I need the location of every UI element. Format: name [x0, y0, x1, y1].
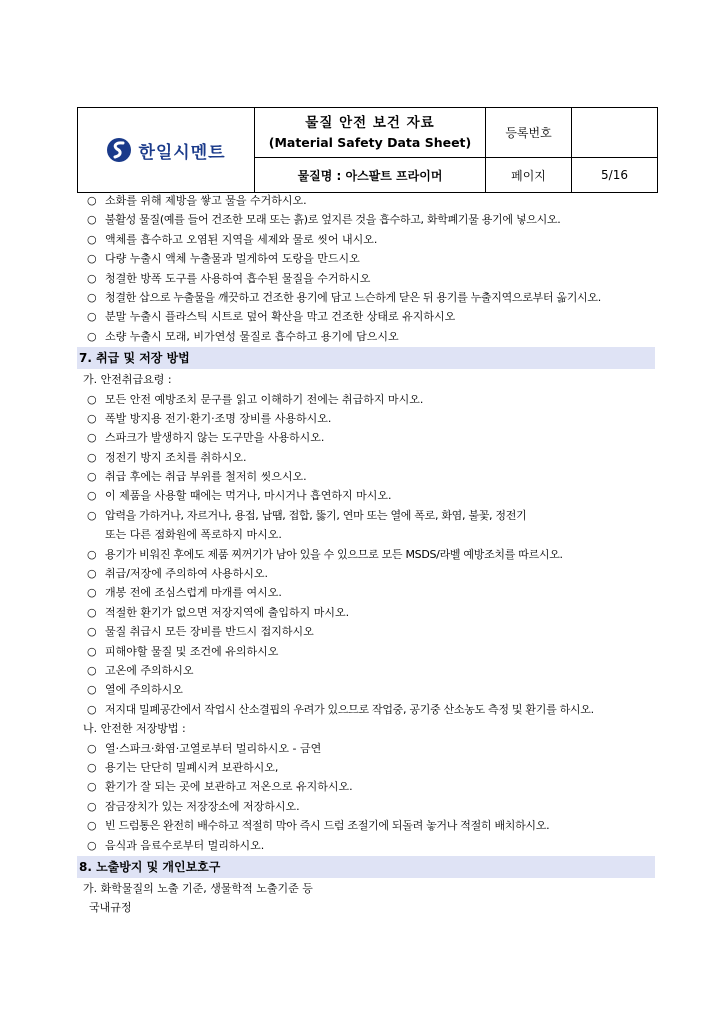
storage-label: 나. 안전한 저장방법 : [83, 722, 186, 736]
company-logo-cell [78, 108, 255, 193]
list-item [77, 307, 655, 326]
list-item-text: 다량 누출시 액체 누출물과 멀게하여 도랑을 만드시오 [105, 252, 360, 266]
list-item-text: 폭발 방지용 전기·환기·조명 장비를 사용하시오. [105, 411, 332, 425]
company-logo [78, 137, 254, 163]
list-item-text: 이 제품을 사용할 때에는 먹거나, 마시거나 흡연하지 마시오. [105, 489, 392, 503]
bullet-circle-icon: ○ [87, 489, 97, 503]
list-item-text: 압력을 가하거나, 자르거나, 용접, 납땜, 접합, 뚫기, 연마 또는 열에 폭로, 화염, 불꽃, 정전기 [105, 508, 527, 522]
bullet-circle-icon: ○ [87, 450, 97, 464]
reg-no-value [572, 108, 658, 158]
storage-list [77, 739, 655, 855]
list-item [77, 210, 655, 229]
list-item-text: 열·스파크·화염·고열로부터 멀리하시오 - 금연 [105, 741, 322, 755]
section-7-heading: 7. 취급 및 저장 방법 [77, 347, 655, 369]
list-item [77, 603, 655, 622]
bullet-circle-icon: ○ [87, 329, 97, 343]
list-item [77, 390, 655, 409]
section-8-heading: 8. 노출방지 및 개인보호구 [77, 856, 655, 878]
bullet-circle-icon: ○ [87, 605, 97, 619]
list-item [77, 797, 655, 816]
bullet-circle-icon: ○ [87, 194, 97, 207]
list-item [77, 288, 655, 307]
list-item-text: 잠금장치가 있는 저장장소에 저장하시오. [105, 799, 300, 813]
bullet-circle-icon: ○ [87, 702, 97, 716]
bullet-circle-icon: ○ [87, 683, 97, 697]
bullet-circle-icon: ○ [87, 586, 97, 600]
list-item-text: 소화를 위해 제방을 쌓고 물을 수거하시오. [105, 194, 307, 207]
bullet-circle-icon: ○ [87, 310, 97, 324]
list-item-text: 용기가 비워진 후에도 제품 찌꺼기가 남아 있을 수 있으므로 모든 MSDS/라벨 예방조치를 따르시오. [105, 547, 563, 561]
list-item [77, 816, 655, 835]
bullet-circle-icon: ○ [87, 780, 97, 794]
list-item-text: 취급 후에는 취급 부위를 철저히 씻으시오. [105, 470, 307, 484]
list-item [77, 327, 655, 346]
list-item-text: 물질 취급시 모든 장비를 반드시 접지하시오 [105, 625, 314, 639]
handling-continuation: 또는 다른 점화원에 폭로하지 마시오. [105, 528, 282, 542]
list-item-text: 청결한 삽으로 누출물을 깨끗하고 건조한 용기에 담고 느슨하게 닫은 뒤 용기를 누출지역으로부터 옮기시오. [105, 290, 601, 304]
list-item-text: 정전기 방지 조치를 취하시오. [105, 450, 247, 464]
list-item [77, 758, 655, 777]
bullet-circle-icon: ○ [87, 290, 97, 304]
bullet-circle-icon: ○ [87, 392, 97, 406]
bullet-circle-icon: ○ [87, 567, 97, 581]
bullet-circle-icon: ○ [87, 508, 97, 522]
spill-response-list [77, 191, 655, 346]
list-item-text: 모든 안전 예방조치 문구를 읽고 이해하기 전에는 취급하지 마시오. [105, 392, 424, 406]
bullet-circle-icon: ○ [87, 741, 97, 755]
bullet-circle-icon: ○ [87, 411, 97, 425]
list-item-text: 스파크가 발생하지 않는 도구만을 사용하시오. [105, 431, 325, 445]
list-item [77, 836, 655, 855]
list-item [77, 642, 655, 661]
company-name: 한일시멘트 [138, 142, 226, 163]
list-item-text: 청결한 방폭 도구를 사용하여 흡수된 물질을 수거하시오 [105, 271, 371, 285]
reg-no-label: 등록번호 [486, 108, 572, 158]
list-item [77, 467, 655, 486]
list-item-text: 열에 주의하시오 [105, 683, 183, 697]
bullet-circle-icon: ○ [87, 760, 97, 774]
bullet-circle-icon: ○ [87, 644, 97, 658]
list-item [77, 583, 655, 602]
list-item-text: 취급/저장에 주의하여 사용하시오. [105, 567, 268, 581]
list-item [77, 564, 655, 583]
page-number: 5/16 [572, 158, 658, 193]
msds-header-table [77, 107, 658, 193]
handling-label: 가. 안전취급요령 : [83, 373, 172, 387]
document-body [77, 191, 655, 918]
list-item-text: 불활성 물질(예를 들어 건조한 모래 또는 흙)로 엎지른 것을 흡수하고, 화학폐기물 용기에 넣으시오. [105, 213, 561, 227]
list-item-text: 용기는 단단히 밀폐시켜 보관하시오, [105, 760, 279, 774]
bullet-circle-icon: ○ [87, 799, 97, 813]
list-item [77, 680, 655, 699]
list-item-text: 저지대 밀폐공간에서 작업시 산소결핍의 우려가 있으므로 작업중, 공기중 산소농도 측정 및 환기를 하시오. [105, 702, 594, 716]
list-item-text: 적절한 환기가 없으면 저장지역에 출입하지 마시오. [105, 605, 350, 619]
page-label: 페이지 [486, 158, 572, 193]
bullet-circle-icon: ○ [87, 271, 97, 285]
list-item-text: 음식과 음료수로부터 멀리하시오. [105, 838, 265, 852]
bullet-circle-icon: ○ [87, 663, 97, 677]
bullet-circle-icon: ○ [87, 838, 97, 852]
list-item-text: 빈 드럼통은 완전히 배수하고 적절히 막아 즉시 드럼 조절기에 되돌려 놓거나 적절히 배치하시오. [105, 819, 550, 833]
bullet-circle-icon: ○ [87, 431, 97, 445]
list-item [77, 777, 655, 796]
list-item [77, 661, 655, 680]
list-item-text: 고온에 주의하시오 [105, 663, 194, 677]
list-item-text: 소량 누출시 모래, 비가연성 물질로 흡수하고 용기에 담으시오 [105, 329, 399, 343]
list-item [77, 506, 655, 525]
handling-list [77, 390, 655, 526]
list-item [77, 230, 655, 249]
document-title-en: (Material Safety Data Sheet) [268, 134, 472, 150]
domestic-regulation-label: 국내규정 [89, 901, 132, 915]
list-item [77, 622, 655, 641]
list-item [77, 409, 655, 428]
list-item [77, 700, 655, 719]
title-cell [255, 108, 486, 158]
list-item-text: 피해야할 물질 및 조건에 유의하시오 [105, 644, 279, 658]
exposure-standards-label: 가. 화학물질의 노출 기준, 생물학적 노출기준 등 [83, 881, 313, 895]
hanil-logo-icon [106, 137, 132, 163]
list-item-text: 환기가 잘 되는 곳에 보관하고 저온으로 유지하시오. [105, 780, 353, 794]
list-item [77, 486, 655, 505]
list-item-text: 분말 누출시 플라스틱 시트로 덮어 확산을 막고 건조한 상태로 유지하시오 [105, 310, 456, 324]
list-item [77, 269, 655, 288]
list-item [77, 448, 655, 467]
list-item [77, 249, 655, 268]
bullet-circle-icon: ○ [87, 470, 97, 484]
list-item-text: 액체를 흡수하고 오염된 지역을 세제와 물로 씻어 내시오. [105, 232, 378, 246]
list-item-text: 개봉 전에 조심스럽게 마개를 여시오. [105, 586, 282, 600]
bullet-circle-icon: ○ [87, 213, 97, 227]
bullet-circle-icon: ○ [87, 625, 97, 639]
handling-list-continued [77, 545, 655, 720]
bullet-circle-icon: ○ [87, 252, 97, 266]
bullet-circle-icon: ○ [87, 547, 97, 561]
bullet-circle-icon: ○ [87, 232, 97, 246]
document-title-ko: 물질 안전 보건 자료 [305, 114, 435, 131]
bullet-circle-icon: ○ [87, 819, 97, 833]
list-item [77, 428, 655, 447]
list-item [77, 191, 655, 210]
list-item [77, 545, 655, 564]
list-item [77, 739, 655, 758]
product-name: 물질명 : 아스팔트 프라이머 [255, 158, 486, 193]
